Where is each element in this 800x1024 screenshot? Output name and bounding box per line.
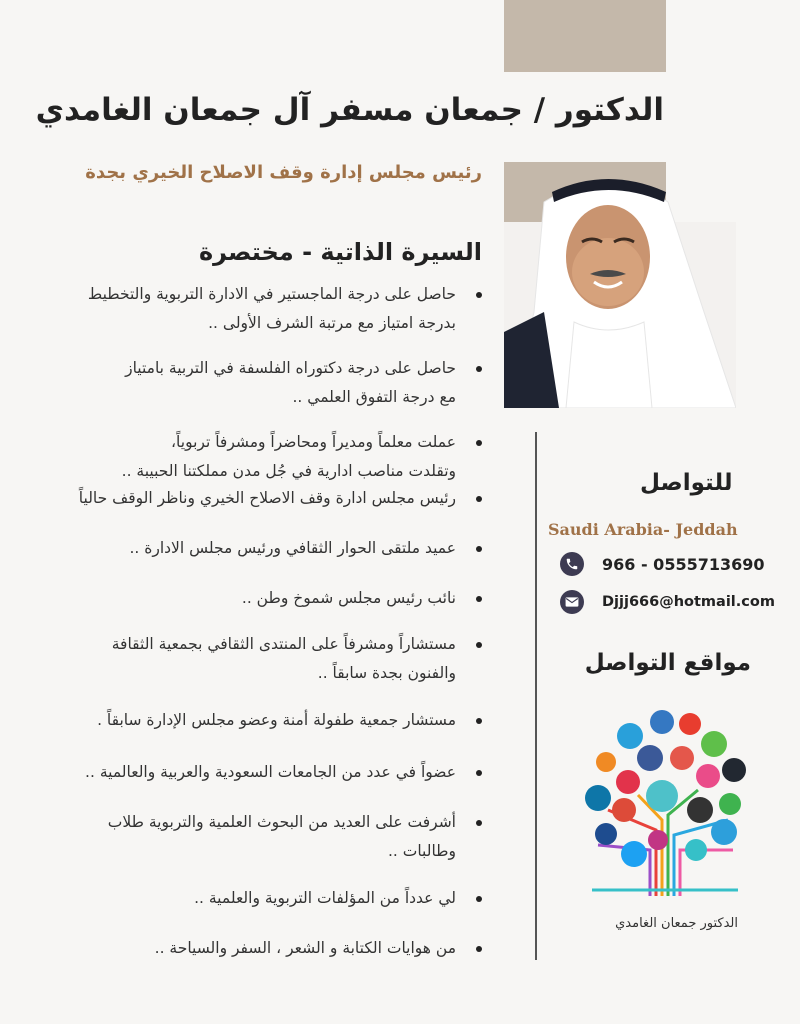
bio-line: حاصل على درجة الماجستير في الادارة التربوية والتخطيط — [87, 285, 456, 303]
bullet-icon — [476, 642, 482, 648]
location-text: Saudi Arabia- Jeddah — [548, 520, 738, 539]
bullet-icon — [476, 946, 482, 952]
bio-line: عضواً في عدد من الجامعات السعودية والعربية والعالمية .. — [85, 763, 456, 781]
bio-item — [16, 354, 456, 412]
bio-line: أشرفت على العديد من البحوث العلمية والتربوية طلاب — [107, 813, 456, 831]
bio-line: عميد ملتقى الحوار الثقافي ورئيس مجلس الادارة .. — [129, 539, 456, 557]
bio-item — [16, 884, 456, 913]
bio-item — [16, 630, 456, 688]
mail-icon — [560, 590, 584, 614]
bio-line: بدرجة امتياز مع مرتبة الشرف الأولى .. — [208, 314, 456, 332]
social-media-tree-image — [578, 700, 750, 896]
bio-line: وتقلدت مناصب ادارية في جُل مدن مملكتنا الحبيبة .. — [121, 462, 456, 480]
phone-row — [560, 552, 765, 576]
bio-item — [16, 934, 456, 963]
signature-text: الدكتور جمعان الغامدي — [615, 916, 738, 931]
top-decor-block — [504, 0, 666, 72]
bio-line: مستشار جمعية طفولة أمنة وعضو مجلس الإدارة سابقاً . — [97, 711, 456, 729]
bullet-icon — [476, 440, 482, 446]
bio-item — [16, 534, 456, 563]
bio-item — [16, 808, 456, 866]
portrait-photo — [504, 162, 736, 408]
bio-heading: السيرة الذاتية - مختصرة — [199, 238, 482, 266]
bullet-icon — [476, 718, 482, 724]
phone-icon — [560, 552, 584, 576]
bio-line: وطالبات .. — [387, 842, 456, 860]
bullet-icon — [476, 820, 482, 826]
social-heading: مواقع التواصل — [584, 650, 751, 676]
bio-item — [16, 758, 456, 787]
bio-line: حاصل على درجة دكتوراه الفلسفة في التربية بامتياز — [125, 359, 456, 377]
bio-item — [16, 706, 456, 735]
bullet-icon — [476, 496, 482, 502]
bio-line: مستشاراً ومشرفاً على المنتدى الثقافي بجمعية الثقافة — [111, 635, 456, 653]
bio-line: عملت معلماً ومديراً ومحاضراً ومشرفاً تربوياً، — [171, 433, 456, 451]
bio-line: مع درجة التفوق العلمي .. — [292, 388, 456, 406]
bio-line: من هوايات الكتابة و الشعر ، السفر والسياحة .. — [154, 939, 456, 957]
email-address[interactable]: Djjj666@hotmail.com — [602, 594, 775, 610]
bullet-icon — [476, 770, 482, 776]
vertical-divider — [535, 432, 537, 960]
bio-line: والفنون بجدة سابقاً .. — [317, 664, 456, 682]
bio-line: رئيس مجلس ادارة وقف الاصلاح الخيري وناظر الوقف حالياً — [78, 489, 456, 507]
phone-number[interactable]: 966 - 0555713690 — [602, 554, 765, 574]
bullet-icon — [476, 292, 482, 298]
contact-heading: للتواصل — [640, 470, 733, 496]
bio-line: لي عدداً من المؤلفات التربوية والعلمية .. — [194, 889, 456, 907]
bio-item — [16, 584, 456, 613]
page-title: الدكتور / جمعان مسفر آل جمعان الغامدي — [35, 92, 664, 128]
bullet-icon — [476, 896, 482, 902]
bio-item — [16, 484, 456, 513]
bullet-icon — [476, 546, 482, 552]
bio-item — [16, 428, 456, 486]
bio-line: نائب رئيس مجلس شموخ وطن .. — [241, 589, 456, 607]
subtitle: رئيس مجلس إدارة وقف الاصلاح الخيري بجدة — [85, 162, 482, 183]
email-row — [560, 590, 775, 614]
bio-item — [16, 280, 456, 338]
bullet-icon — [476, 596, 482, 602]
bullet-icon — [476, 366, 482, 372]
